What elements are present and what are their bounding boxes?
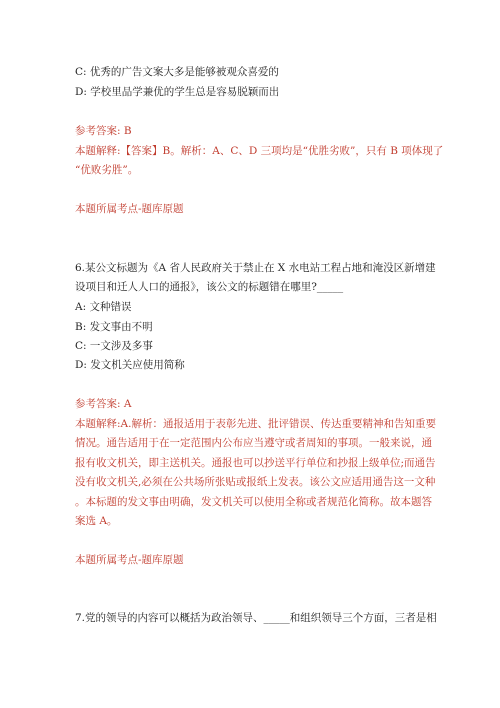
q6-explanation-line2: 情况。通告适用于在一定范围内公布应当遵守或者周知的事项。一般来说，通 bbox=[75, 437, 432, 449]
q6-stem-line1: 6.某公文标题为《A 省人民政府关于禁止在 X 水电站工程占地和淹没区新增建 bbox=[75, 262, 436, 274]
prev-explanation-line1: 本题解释:【答案】B。解析：A、C、D 三项均是“优胜劣败”，只有 B 项体现了 bbox=[75, 145, 444, 157]
q6-explanation-line1: 本题解释:A.解析：通报适用于表彰先进、批评错误、传达重要精神和告知重要 bbox=[75, 418, 436, 430]
q6-explanation-line6: 案选 A。 bbox=[75, 515, 118, 527]
q6-answer: 参考答案: A bbox=[75, 398, 132, 410]
q6-stem-line2: 设项目和迁人人口的通报》，该公文的标题错在哪里?_____ bbox=[75, 281, 344, 293]
q6-option-d: D: 发文机关应使用简称 bbox=[75, 359, 185, 371]
q6-option-a: A: 文种错误 bbox=[75, 301, 132, 313]
prev-option-c: C: 优秀的广告文案大多是能够被观众喜爱的 bbox=[75, 66, 279, 78]
q6-explanation-line4: 没有收文机关,必须在公共场所张贴或报纸上发表。该公文应适用通告这一文种 bbox=[75, 476, 436, 488]
q6-explanation-line3: 报有收文机关，即主送机关。通报也可以抄送平行单位和抄报上级单位;而通告 bbox=[75, 457, 436, 469]
q7-stem-line1: 7.党的领导的内容可以概括为政治领导、_____和组织领导三个方面，三者是相 bbox=[75, 612, 437, 624]
q6-explanation-line5: 。本标题的发文事由明确，发文机关可以使用全称或者规范化简称。故本题答 bbox=[75, 496, 432, 508]
q6-option-c: C: 一文涉及多事 bbox=[75, 340, 153, 352]
q6-source: 本题所属考点-题库原题 bbox=[75, 554, 184, 566]
prev-answer: 参考答案: B bbox=[75, 125, 132, 137]
prev-source: 本题所属考点-题库原题 bbox=[75, 203, 184, 215]
prev-option-d: D: 学校里品学兼优的学生总是容易脱颖而出 bbox=[75, 86, 280, 98]
q6-option-b: B: 发文事由不明 bbox=[75, 321, 153, 333]
prev-explanation-line2: “优败劣胜”。 bbox=[75, 164, 139, 176]
